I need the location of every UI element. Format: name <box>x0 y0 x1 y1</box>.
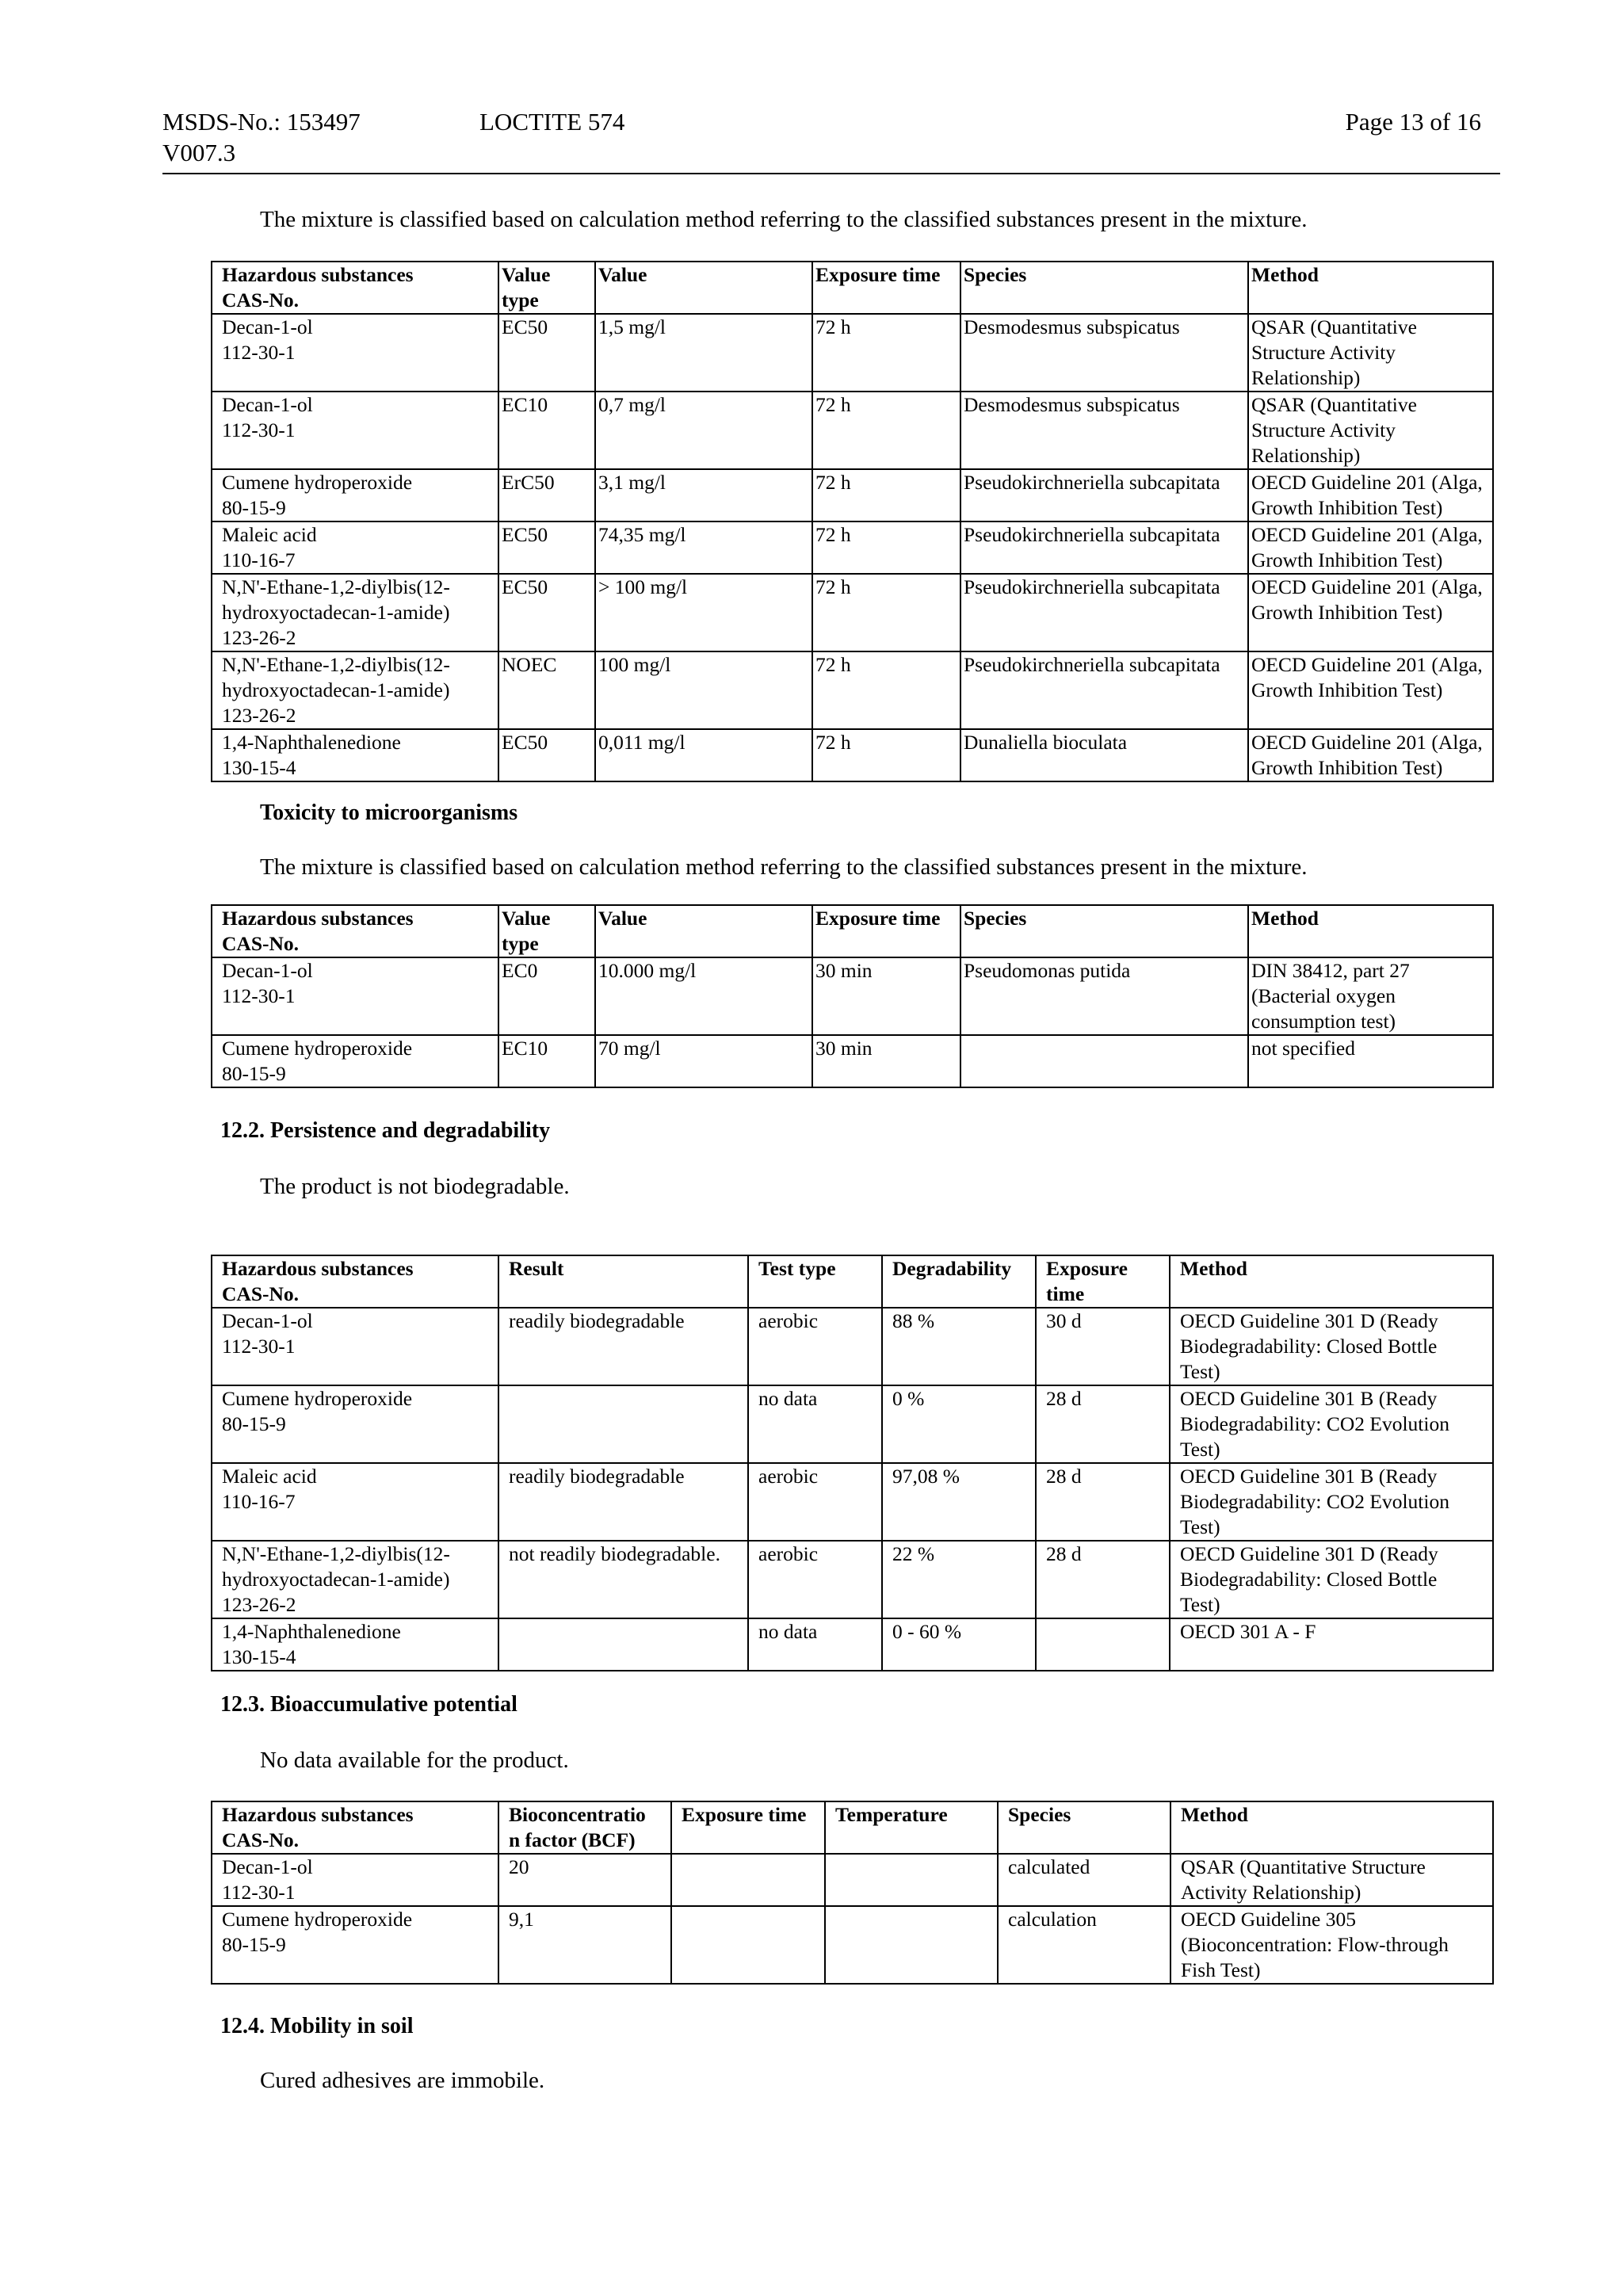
table-cell: Cumene hydroperoxide 80-15-9 <box>212 1906 498 1984</box>
persistence-heading: 12.2. Persistence and degradability <box>220 1118 551 1143</box>
table-cell: N,N'-Ethane-1,2-diylbis(12- hydroxyoctadecan-1-amide) 123-26-2 <box>212 1541 498 1618</box>
column-header: Hazardous substances CAS-No. <box>212 1801 498 1854</box>
table-cell: Pseudokirchneriella subcapitata <box>960 574 1248 651</box>
bioaccumulative-intro: No data available for the product. <box>260 1748 569 1773</box>
mobility-heading: 12.4. Mobility in soil <box>220 2014 414 2038</box>
table-cell: Desmodesmus subspicatus <box>960 314 1248 392</box>
table-cell: Decan-1-ol 112-30-1 <box>212 392 498 469</box>
table-cell: OECD Guideline 301 B (Ready Biodegradability: CO2 Evolution Test) <box>1170 1463 1493 1541</box>
table-row <box>212 314 1493 392</box>
page-number: Page 13 of 16 <box>1345 108 1481 136</box>
table-row <box>212 1463 1493 1541</box>
table-cell: QSAR (Quantitative Structure Activity Relationship) <box>1170 1854 1493 1906</box>
column-header: Method <box>1170 1255 1493 1308</box>
table-cell: 30 d <box>1036 1308 1170 1385</box>
column-header: Value type <box>498 905 595 957</box>
table-cell: 72 h <box>812 574 960 651</box>
table-cell: 0 % <box>882 1385 1036 1463</box>
table-cell: DIN 38412, part 27 (Bacterial oxygen consumption test) <box>1248 957 1493 1035</box>
column-header: Method <box>1248 905 1493 957</box>
column-header: Method <box>1170 1801 1493 1854</box>
microorganisms-toxicity-table <box>211 904 1494 1088</box>
page-header <box>162 105 1500 174</box>
table-cell: readily biodegradable <box>498 1463 748 1541</box>
table-cell: OECD Guideline 301 D (Ready Biodegradability: Closed Bottle Test) <box>1170 1308 1493 1385</box>
table-cell <box>825 1854 998 1906</box>
table-cell: Pseudomonas putida <box>960 957 1248 1035</box>
table-cell: 70 mg/l <box>595 1035 812 1087</box>
column-header: Temperature <box>825 1801 998 1854</box>
column-header: Degradability <box>882 1255 1036 1308</box>
table-row <box>212 651 1493 729</box>
table-cell: 3,1 mg/l <box>595 469 812 521</box>
table-cell: readily biodegradable <box>498 1308 748 1385</box>
column-header: Bioconcentratio n factor (BCF) <box>498 1801 671 1854</box>
column-header: Species <box>960 262 1248 314</box>
table-cell <box>1036 1618 1170 1671</box>
table-cell: 72 h <box>812 314 960 392</box>
table-cell: NOEC <box>498 651 595 729</box>
table-cell: 30 min <box>812 1035 960 1087</box>
table-row <box>212 392 1493 469</box>
table-cell: 97,08 % <box>882 1463 1036 1541</box>
column-header: Species <box>960 905 1248 957</box>
table-cell: not specified <box>1248 1035 1493 1087</box>
table-row <box>212 957 1493 1035</box>
table-cell: Decan-1-ol 112-30-1 <box>212 957 498 1035</box>
table-header-row <box>212 1255 1493 1308</box>
table-row <box>212 729 1493 781</box>
microorganisms-heading: Toxicity to microorganisms <box>260 800 518 825</box>
table-cell <box>825 1906 998 1984</box>
table-cell: Decan-1-ol 112-30-1 <box>212 1854 498 1906</box>
table-cell: Maleic acid 110-16-7 <box>212 521 498 574</box>
table-cell: calculated <box>998 1854 1170 1906</box>
table-cell: OECD Guideline 301 D (Ready Biodegradability: Closed Bottle Test) <box>1170 1541 1493 1618</box>
table-cell: Dunaliella bioculata <box>960 729 1248 781</box>
table-cell: OECD Guideline 201 (Alga, Growth Inhibition Test) <box>1248 651 1493 729</box>
column-header: Hazardous substances CAS-No. <box>212 905 498 957</box>
table-cell: 72 h <box>812 521 960 574</box>
table-cell: EC10 <box>498 392 595 469</box>
column-header: Species <box>998 1801 1170 1854</box>
table-row <box>212 574 1493 651</box>
table-cell: OECD 301 A - F <box>1170 1618 1493 1671</box>
table-row <box>212 1618 1493 1671</box>
table-cell: EC50 <box>498 521 595 574</box>
table-cell: aerobic <box>748 1541 882 1618</box>
bioaccumulative-heading: 12.3. Bioaccumulative potential <box>220 1692 517 1717</box>
table-header-row <box>212 262 1493 314</box>
table-cell: EC10 <box>498 1035 595 1087</box>
table-cell: 30 min <box>812 957 960 1035</box>
column-header: Method <box>1248 262 1493 314</box>
column-header: Hazardous substances CAS-No. <box>212 262 498 314</box>
table-cell: aerobic <box>748 1463 882 1541</box>
table-cell: 72 h <box>812 469 960 521</box>
table-cell: 72 h <box>812 651 960 729</box>
persistence-table <box>211 1255 1494 1671</box>
table-cell: 28 d <box>1036 1541 1170 1618</box>
table-cell: 0,7 mg/l <box>595 392 812 469</box>
table-cell: 72 h <box>812 392 960 469</box>
table-cell: no data <box>748 1385 882 1463</box>
table-cell: EC50 <box>498 574 595 651</box>
table-cell: Cumene hydroperoxide 80-15-9 <box>212 469 498 521</box>
table-cell: QSAR (Quantitative Structure Activity Relationship) <box>1248 392 1493 469</box>
table-cell: 1,5 mg/l <box>595 314 812 392</box>
table-cell: OECD Guideline 201 (Alga, Growth Inhibition Test) <box>1248 469 1493 521</box>
table-cell: 88 % <box>882 1308 1036 1385</box>
algae-intro: The mixture is classified based on calculation method referring to the classified substances present in the mixture. <box>260 207 1308 232</box>
column-header: Exposure time <box>812 905 960 957</box>
persistence-intro: The product is not biodegradable. <box>260 1174 570 1199</box>
table-cell: no data <box>748 1618 882 1671</box>
table-cell <box>671 1854 825 1906</box>
table-cell: EC0 <box>498 957 595 1035</box>
table-header-row <box>212 1801 1493 1854</box>
table-cell: QSAR (Quantitative Structure Activity Relationship) <box>1248 314 1493 392</box>
table-cell: OECD Guideline 301 B (Ready Biodegradability: CO2 Evolution Test) <box>1170 1385 1493 1463</box>
table-cell: 100 mg/l <box>595 651 812 729</box>
table-cell: OECD Guideline 305 (Bioconcentration: Flow-through Fish Test) <box>1170 1906 1493 1984</box>
table-cell: EC50 <box>498 729 595 781</box>
table-cell <box>671 1906 825 1984</box>
column-header: Exposure time <box>1036 1255 1170 1308</box>
table-cell: 20 <box>498 1854 671 1906</box>
table-cell <box>498 1385 748 1463</box>
table-cell: ErC50 <box>498 469 595 521</box>
table-cell: 72 h <box>812 729 960 781</box>
column-header: Result <box>498 1255 748 1308</box>
table-cell: Pseudokirchneriella subcapitata <box>960 521 1248 574</box>
table-cell: OECD Guideline 201 (Alga, Growth Inhibition Test) <box>1248 729 1493 781</box>
bioaccumulative-table <box>211 1801 1494 1985</box>
table-cell: 1,4-Naphthalenedione 130-15-4 <box>212 729 498 781</box>
table-header-row <box>212 905 1493 957</box>
column-header: Test type <box>748 1255 882 1308</box>
table-row <box>212 1308 1493 1385</box>
table-row <box>212 469 1493 521</box>
table-cell: 74,35 mg/l <box>595 521 812 574</box>
table-cell: Cumene hydroperoxide 80-15-9 <box>212 1385 498 1463</box>
column-header: Exposure time <box>671 1801 825 1854</box>
table-row <box>212 1035 1493 1087</box>
table-cell: Desmodesmus subspicatus <box>960 392 1248 469</box>
table-row <box>212 1854 1493 1906</box>
table-cell: 22 % <box>882 1541 1036 1618</box>
column-header: Value <box>595 905 812 957</box>
table-cell: Decan-1-ol 112-30-1 <box>212 314 498 392</box>
mobility-intro: Cured adhesives are immobile. <box>260 2068 545 2093</box>
table-cell: 28 d <box>1036 1463 1170 1541</box>
table-cell: Decan-1-ol 112-30-1 <box>212 1308 498 1385</box>
table-cell: 1,4-Naphthalenedione 130-15-4 <box>212 1618 498 1671</box>
table-row <box>212 521 1493 574</box>
table-cell: calculation <box>998 1906 1170 1984</box>
table-cell: OECD Guideline 201 (Alga, Growth Inhibition Test) <box>1248 574 1493 651</box>
table-cell: Maleic acid 110-16-7 <box>212 1463 498 1541</box>
column-header: Value <box>595 262 812 314</box>
table-cell: N,N'-Ethane-1,2-diylbis(12- hydroxyoctadecan-1-amide) 123-26-2 <box>212 574 498 651</box>
table-cell: > 100 mg/l <box>595 574 812 651</box>
column-header: Exposure time <box>812 262 960 314</box>
table-cell: Cumene hydroperoxide 80-15-9 <box>212 1035 498 1087</box>
table-cell: not readily biodegradable. <box>498 1541 748 1618</box>
table-cell: 10.000 mg/l <box>595 957 812 1035</box>
table-row <box>212 1385 1493 1463</box>
table-cell: 9,1 <box>498 1906 671 1984</box>
table-cell: Pseudokirchneriella subcapitata <box>960 469 1248 521</box>
table-row <box>212 1541 1493 1618</box>
table-cell: Pseudokirchneriella subcapitata <box>960 651 1248 729</box>
document-version: V007.3 <box>162 139 236 166</box>
column-header: Value type <box>498 262 595 314</box>
table-cell <box>960 1035 1248 1087</box>
table-cell: 0,011 mg/l <box>595 729 812 781</box>
table-cell: EC50 <box>498 314 595 392</box>
table-cell: 0 - 60 % <box>882 1618 1036 1671</box>
table-cell: OECD Guideline 201 (Alga, Growth Inhibition Test) <box>1248 521 1493 574</box>
column-header: Hazardous substances CAS-No. <box>212 1255 498 1308</box>
msds-number: MSDS-No.: 153497 <box>162 108 361 136</box>
algae-toxicity-table <box>211 261 1494 782</box>
product-name: LOCTITE 574 <box>479 108 625 136</box>
table-cell: N,N'-Ethane-1,2-diylbis(12- hydroxyoctadecan-1-amide) 123-26-2 <box>212 651 498 729</box>
table-row <box>212 1906 1493 1984</box>
table-cell: 28 d <box>1036 1385 1170 1463</box>
table-cell: aerobic <box>748 1308 882 1385</box>
table-cell <box>498 1618 748 1671</box>
microorganisms-intro: The mixture is classified based on calculation method referring to the classified substances present in the mixture. <box>260 854 1308 880</box>
